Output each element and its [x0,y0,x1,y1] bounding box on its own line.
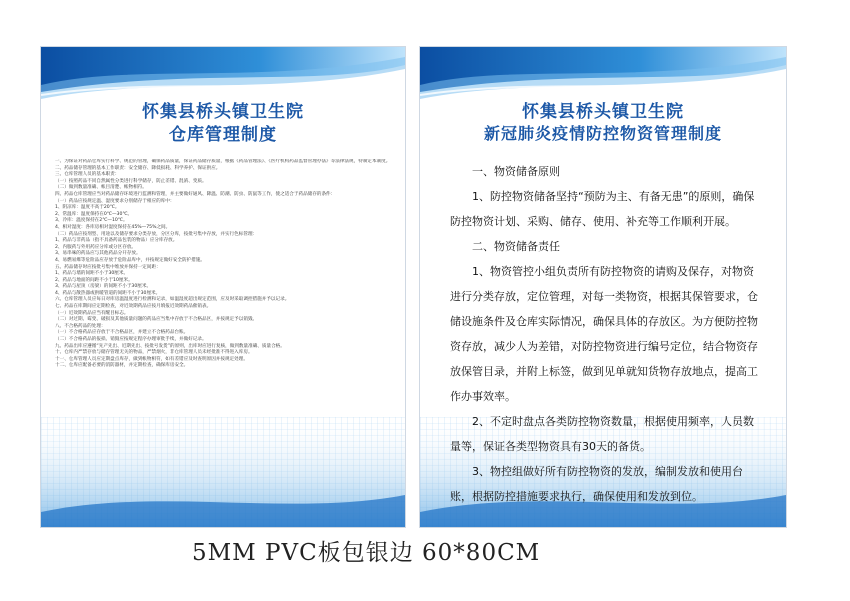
body-paragraph: 2、药品与地面的间距不小于10厘米。 [55,277,133,283]
body-paragraph: 二、药品储存管理的基本工作职责：安全储存、降低损耗、科学养护、保证供应。 [55,165,221,171]
left-title-line2: 仓库管理制度 [169,125,277,145]
body-paragraph: 1、防控物资储备坚持“预防为主、有备无患”的原则，确保防控物资计划、采购、储存、使用、补充等工作顺利开展。 [450,190,755,228]
body-paragraph: （二）对过期、霉变、破损及其他质量问题的药品应当集中存放于不合格品区，并按规定予以销毁。 [55,317,258,323]
body-paragraph: 1、药品与非药品（指不具备药品包装的物品）应分库存放。 [55,238,178,244]
body-paragraph: 3、易串味的药品应与其他药品分开存放。 [55,251,141,257]
body-paragraph: 3、冷库：温度保持在2℃—10℃。 [55,218,128,224]
body-paragraph: 十二、仓库应配备必要的消防器材，并定期检查，确保库房安全。 [55,363,189,369]
right-poster-board [419,46,787,528]
body-paragraph: （一）按照药品不同自然属性分类进行科学储存，防止差错、混淆、变质。 [55,178,207,184]
left-poster-board [40,46,406,528]
body-paragraph: （一）药品应按规定温、湿度要求分别储存于相应的库中： [55,198,175,204]
body-paragraph: 一、物资储备原则 [472,165,560,178]
body-paragraph: 1、物资管控小组负责所有防控物资的请购及保存，对物资进行分类存放，定位管理，对每一类物资，根据其保管要求，仓储设施条件及仓库实际情况，确保具体的存放区。为方便防控物资存放，减少人为差错，对防控物资进行编号定位，结合物资存放保管目录，并附上标签，做到见单就知货物存放地点，提高工作办事效率。 [450,265,758,403]
body-paragraph: （二）不合格药品的报损、销毁应按规定程序办理审批手续，并做好记录。 [55,337,207,343]
body-paragraph: 3、药品与屋顶（房梁）的间距不小于30厘米。 [55,284,152,290]
body-paragraph: 五、药品储存时应按批号集中堆放并保持一定间距： [55,264,161,270]
left-body-text [55,159,391,515]
body-paragraph: （二）做到数量准确、帐目清楚、帐物相符。 [55,185,147,191]
product-spec-caption: 5MM PVC板包银边 60*80CM [192,540,541,566]
body-paragraph: 七、药品在库期间应定期检查，对近效期药品应按月填报近效期药品催销表。 [55,304,212,310]
body-paragraph: （二）药品应按剂型、用途以及储存要求分类存放，分区分库，按批号集中存放，并实行色标管理： [55,231,258,237]
body-paragraph: 十一、仓库管理人员应定期盘点库存，做到帐物相符，如有差错应及时查明原因并按规定处理。 [55,356,248,362]
body-paragraph: 1、药品与墙的间距不小于30厘米。 [55,271,129,277]
right-title-line1: 怀集县桥头镇卫生院 [522,102,684,122]
right-body-text [450,159,760,509]
body-paragraph: 四、药品仓库管理应当对药品储存环境进行监测和管理，并主要做好通风、降温、防潮、防虫、防鼠等工作，使之适合于药品储存的条件： [55,191,336,197]
body-paragraph: 一、为保证对药品仓库实行科学、规范的管理，确保药品质量，保证药品储存质量，根据《药品管理法》、《医疗机构药品监督管理办法》等法律法规，特制定本制度。 [55,159,391,164]
body-paragraph: 3、物控组做好所有防控物资的发放，编制发放和使用台账，根据防控措施要求执行，确保使用和发放到位。 [450,465,743,503]
right-title-line2: 新冠肺炎疫情防控物资管理制度 [483,124,722,143]
body-paragraph: 4、易燃易爆等危险品应存放于危险品库中，并按规定做好安全防护措施。 [55,257,205,263]
body-paragraph: 4、相对湿度：各库房相对湿度保持在45%—75%之间。 [55,224,171,230]
body-paragraph: 4、药品与散热器或供暖管道的间距不小于30厘米。 [55,290,161,296]
body-paragraph: 三、仓库管理人员的基本职责： [55,172,120,178]
body-paragraph: 九、药品出库应遵循“先产先出、近期先出、按批号发货”的原则，出库时应进行复核，做到数量准确、质量合格。 [55,343,285,349]
body-paragraph: 2、不定时盘点各类防控物资数量，根据使用频率，人员数量等，保证各类型物资具有30天的备货。 [450,415,754,453]
left-title-line1: 怀集县桥头镇卫生院 [142,102,304,122]
body-paragraph: 十、仓库内严禁存放与储存管理无关的物品，严禁烟火，非仓库管理人员未经批准不得进入库房。 [55,350,253,356]
body-paragraph: 2、常温库：温度保持在0℃—30℃。 [55,211,133,217]
body-paragraph: （一）近效期药品应当有醒目标志。 [55,310,129,316]
body-paragraph: 六、仓库管理人员应每日对库房温湿度进行检测和记录，如温湿度超出规定范围，应及时采取调控措施并予以记录。 [55,297,290,303]
body-paragraph: （一）不合格药品应存放于不合格品区，并建立不合格药品台账。 [55,330,189,336]
body-paragraph: 2、内服药与外用药应分库或分区存放。 [55,244,137,250]
body-paragraph: 八、不合格药品的处理： [55,323,106,329]
body-paragraph: 二、物资储备责任 [472,240,560,253]
body-paragraph: 1、阴凉库：温度不高于20℃。 [55,205,120,211]
